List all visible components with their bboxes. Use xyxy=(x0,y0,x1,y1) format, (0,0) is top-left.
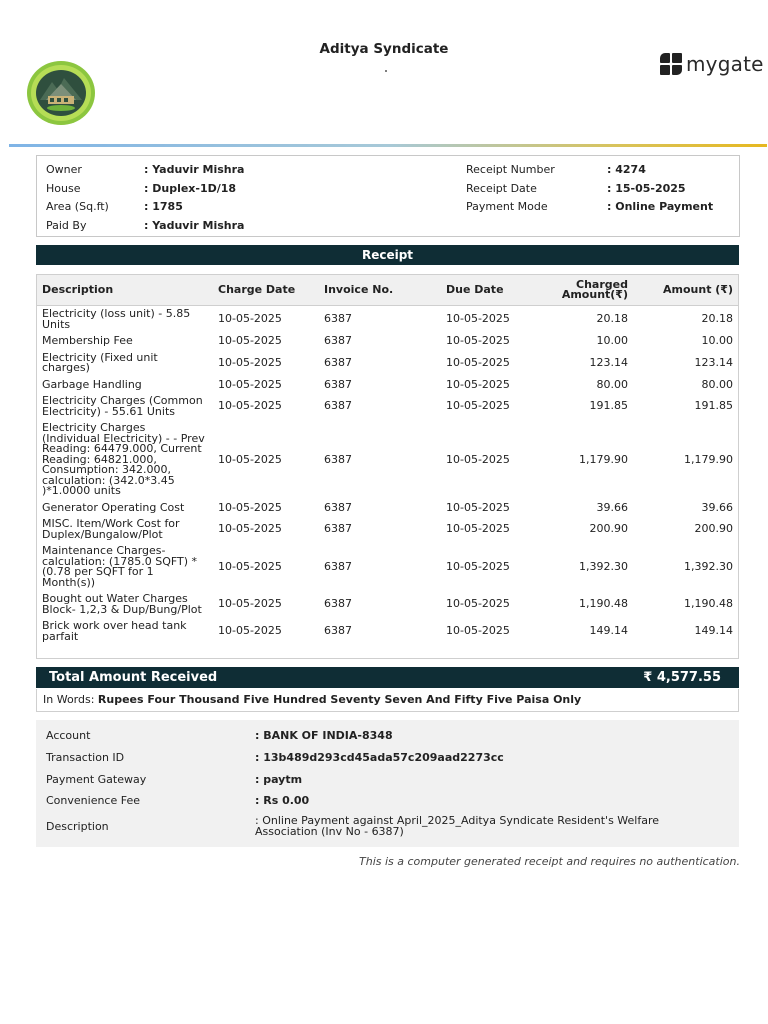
cell-charge-date: 10-05-2025 xyxy=(218,377,282,391)
cell-amount: 1,392.30 xyxy=(684,559,733,573)
cell-invoice-no: 6387 xyxy=(324,355,352,369)
col-charge-date: Charge Date xyxy=(212,275,318,306)
cell-charged-amount: 1,392.30 xyxy=(579,559,628,573)
cell-charge-date: 10-05-2025 xyxy=(218,500,282,514)
account-label: Account xyxy=(46,729,91,742)
table-row xyxy=(36,306,739,334)
cell-due-date: 10-05-2025 xyxy=(446,500,510,514)
cell-charge-date: 10-05-2025 xyxy=(218,334,282,347)
cell-description: Membership Fee xyxy=(42,334,133,347)
receipt-title-bar: Receipt xyxy=(36,245,739,265)
cell-charge-date: 10-05-2025 xyxy=(218,559,282,573)
owner-value: : Yaduvir Mishra xyxy=(144,163,245,176)
cell-invoice-no: 6387 xyxy=(324,597,352,611)
table-header-row xyxy=(36,275,739,306)
cell-description: Electricity Charges (Common Electricity) - 55.61 Units xyxy=(42,394,203,418)
receipt-header xyxy=(0,0,768,146)
mygate-mark-icon xyxy=(660,53,682,75)
cell-charged-amount: 1,179.90 xyxy=(579,452,628,466)
paid-by-label: Paid By xyxy=(46,219,87,232)
brand-name: mygate xyxy=(686,52,764,76)
table-row xyxy=(36,543,739,591)
cell-amount: 123.14 xyxy=(694,355,733,369)
cell-invoice-no: 6387 xyxy=(324,377,352,391)
cell-amount: 39.66 xyxy=(701,500,733,514)
total-amount: ₹ 4,577.55 xyxy=(643,670,721,685)
col-charged-amount: Charged Amount(₹) xyxy=(530,275,634,306)
cell-due-date: 10-05-2025 xyxy=(446,624,510,638)
cell-due-date: 10-05-2025 xyxy=(446,597,510,611)
cell-due-date: 10-05-2025 xyxy=(446,522,510,536)
house-label: House xyxy=(46,182,81,195)
cell-due-date: 10-05-2025 xyxy=(446,355,510,369)
cell-description: Generator Operating Cost xyxy=(42,500,185,514)
cell-due-date: 10-05-2025 xyxy=(446,399,510,413)
receipt-date-value: : 15-05-2025 xyxy=(607,182,686,195)
cell-description: Maintenance Charges- calculation: (1785.0 SQFT) * (0.78 per SQFT for 1 Month(s)) xyxy=(42,544,197,589)
cell-invoice-no: 6387 xyxy=(324,312,352,326)
table-row xyxy=(36,377,739,394)
col-due-date: Due Date xyxy=(440,275,530,306)
payment-mode-label: Payment Mode xyxy=(466,200,548,213)
cell-invoice-no: 6387 xyxy=(324,334,352,347)
convenience-fee-label: Convenience Fee xyxy=(46,794,140,807)
cell-description: Brick work over head tank parfait xyxy=(42,619,187,643)
account-value: : BANK OF INDIA-8348 xyxy=(255,729,393,742)
receipt-number-label: Receipt Number xyxy=(466,163,555,176)
cell-charged-amount: 1,190.48 xyxy=(579,597,628,611)
paid-by-value: : Yaduvir Mishra xyxy=(144,219,245,232)
cell-charged-amount: 20.18 xyxy=(596,312,628,326)
col-description: Description xyxy=(36,275,212,306)
cell-amount: 191.85 xyxy=(694,399,733,413)
cell-invoice-no: 6387 xyxy=(324,452,352,466)
table-row xyxy=(36,333,739,350)
amount-in-words xyxy=(36,689,739,712)
table-row xyxy=(36,591,739,618)
society-logo xyxy=(26,60,96,126)
mygate-logo xyxy=(660,52,764,76)
cell-invoice-no: 6387 xyxy=(324,624,352,638)
table-row xyxy=(36,618,739,645)
total-bar xyxy=(36,667,739,688)
cell-charged-amount: 80.00 xyxy=(596,377,628,391)
col-amount: Amount (₹) xyxy=(634,275,739,306)
cell-charge-date: 10-05-2025 xyxy=(218,399,282,413)
payment-gateway-value: : paytm xyxy=(255,773,303,786)
cell-description: Bought out Water Charges Block- 1,2,3 & Dup/Bung/Plot xyxy=(42,592,202,616)
society-name: Aditya Syndicate xyxy=(319,41,449,57)
cell-due-date: 10-05-2025 xyxy=(446,312,510,326)
table-row xyxy=(36,516,739,543)
cell-amount: 1,179.90 xyxy=(684,452,733,466)
cell-description: Electricity Charges (Individual Electricity) - - Prev Reading: 64479.000, Current Reading: 64821.000, Consumption: 342.000, calculation: (342.0*3.45 )*1.0000 units xyxy=(42,421,205,497)
in-words-prefix: In Words: xyxy=(43,693,98,706)
cell-charged-amount: 200.90 xyxy=(589,522,628,536)
cell-charge-date: 10-05-2025 xyxy=(218,355,282,369)
description-label: Description xyxy=(46,820,109,833)
cell-charged-amount: 39.66 xyxy=(596,500,628,514)
cell-charge-date: 10-05-2025 xyxy=(218,312,282,326)
header-divider xyxy=(9,144,767,147)
receipt-date-label: Receipt Date xyxy=(466,182,537,195)
cell-invoice-no: 6387 xyxy=(324,399,352,413)
cell-amount: 149.14 xyxy=(694,624,733,638)
cell-charged-amount: 149.14 xyxy=(589,624,628,638)
col-invoice-no: Invoice No. xyxy=(318,275,440,306)
header-dot xyxy=(385,70,387,72)
convenience-fee-value: : Rs 0.00 xyxy=(255,794,310,807)
house-value: : Duplex-1D/18 xyxy=(144,182,237,195)
cell-charge-date: 10-05-2025 xyxy=(218,597,282,611)
cell-description: MISC. Item/Work Cost for Duplex/Bungalow/Plot xyxy=(42,517,180,541)
cell-charge-date: 10-05-2025 xyxy=(218,522,282,536)
cell-amount: 1,190.48 xyxy=(684,597,733,611)
owner-label: Owner xyxy=(46,163,82,176)
area-value: : 1785 xyxy=(144,200,183,213)
cell-due-date: 10-05-2025 xyxy=(446,452,510,466)
total-label: Total Amount Received xyxy=(49,670,218,685)
cell-invoice-no: 6387 xyxy=(324,522,352,536)
cell-description: Electricity (loss unit) - 5.85 Units xyxy=(42,307,191,331)
cell-invoice-no: 6387 xyxy=(324,559,352,573)
transaction-id-label: Transaction ID xyxy=(46,751,125,764)
description-value: : Online Payment against April_2025_Aditya Syndicate Resident's Welfare Association (Inv No - 6387) xyxy=(255,814,660,838)
cell-description: Electricity (Fixed unit charges) xyxy=(42,350,158,374)
cell-due-date: 10-05-2025 xyxy=(446,377,510,391)
cell-amount: 80.00 xyxy=(701,377,733,391)
cell-charged-amount: 191.85 xyxy=(589,399,628,413)
area-label: Area (Sq.ft) xyxy=(46,200,109,213)
cell-charged-amount: 123.14 xyxy=(589,355,628,369)
table-row xyxy=(36,393,739,420)
cell-amount: 10.00 xyxy=(701,334,733,347)
table-row xyxy=(36,420,739,500)
payment-details xyxy=(36,720,739,847)
in-words-value: Rupees Four Thousand Five Hundred Seventy Seven And Fifty Five Paisa Only xyxy=(97,693,582,706)
payment-gateway-label: Payment Gateway xyxy=(46,773,147,786)
cell-amount: 20.18 xyxy=(701,312,733,326)
table-row xyxy=(36,350,739,377)
cell-charged-amount: 10.00 xyxy=(596,334,628,347)
charges-table xyxy=(36,274,739,645)
cell-invoice-no: 6387 xyxy=(324,500,352,514)
cell-charge-date: 10-05-2025 xyxy=(218,452,282,466)
cell-amount: 200.90 xyxy=(694,522,733,536)
table-row xyxy=(36,500,739,517)
cell-due-date: 10-05-2025 xyxy=(446,559,510,573)
receipt-info-box xyxy=(36,155,740,237)
transaction-id-value: : 13b489d293cd45ada57c209aad2273cc xyxy=(255,751,504,764)
footer-note: This is a computer generated receipt and requires no authentication. xyxy=(359,855,740,868)
cell-due-date: 10-05-2025 xyxy=(446,334,510,347)
cell-charge-date: 10-05-2025 xyxy=(218,624,282,638)
cell-description: Garbage Handling xyxy=(42,377,142,391)
receipt-number-value: : 4274 xyxy=(607,163,646,176)
payment-mode-value: : Online Payment xyxy=(607,200,714,213)
